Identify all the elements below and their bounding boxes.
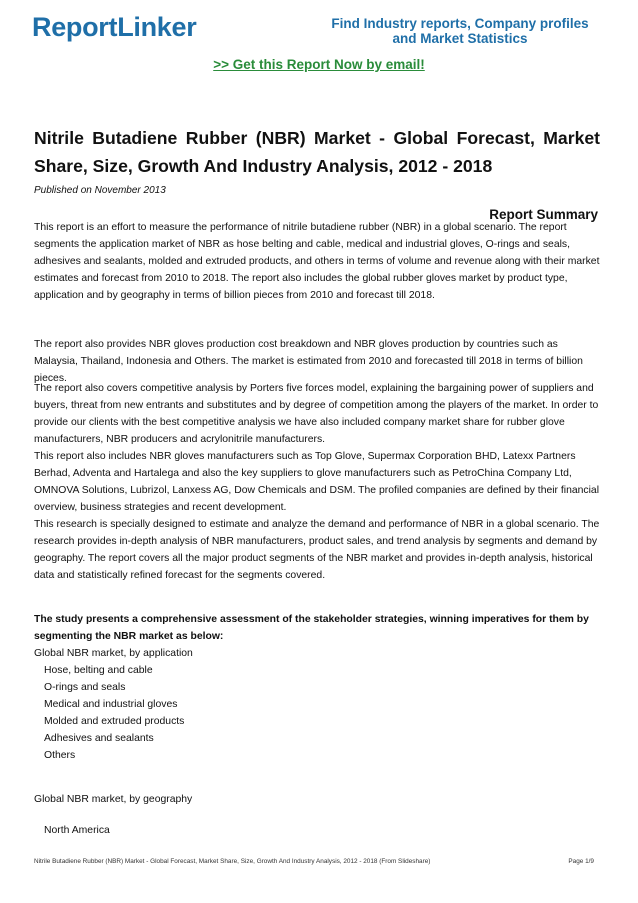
footer-text: Nitrile Butadiene Rubber (NBR) Market - Global Forecast, Market Share, Size, Growth And Industry Analysis, 2012 - 2018 (From Slideshare) [34, 858, 431, 865]
header-tagline [330, 16, 590, 46]
page-number: Page 1/9 [568, 858, 594, 865]
tagline-line-1: Find Industry reports, Company profiles [331, 16, 589, 31]
summary-paragraph-4: This report also includes NBR gloves manufacturers such as Top Glove, Supermax Corporation BHD, Latexx Partners Berhad, Adventa and Hartalega and also the key suppliers to glove manufacturers such as PetroChina Company Ltd, OMNOVA Solutions, Lubrizol, Lanxess AG, Dow Chemicals and DSM. The profiled companies are defined by their financial overview, business strategies and recent development. [34, 451, 600, 513]
application-heading: Global NBR market, by application [34, 648, 193, 659]
summary-paragraph-3: The report also covers competitive analysis by Porters five forces model, explaining the bargaining power of suppliers and buyers, threat from new entrants and substitutes and by degree of competition among the players of the market. In order to provide our clients with the best competitive analysis we have also included company market share for rubber glove manufacturers, NBR producers and acrylonitrile manufacturers. [34, 383, 599, 445]
list-item: Molded and extruded products [44, 716, 185, 727]
summary-paragraph-1: This report is an effort to measure the performance of nitrile butadiene rubber (NBR) in a global scenario. The report segments the application market of NBR as hose belting and cable, medical and industrial gloves, O-rings and seals, adhesives and sealants, molded and extruded products, and others in terms of volume and revenue along with their market estimates and forecast from 2010 to 2018. The report also includes the global rubber gloves market by product type, application and by geography in terms of billion pieces from 2010 and forecast till 2018. [34, 222, 600, 301]
list-item: Hose, belting and cable [44, 665, 153, 676]
report-summary-heading: Report Summary [489, 207, 598, 222]
report-title: Nitrile Butadiene Rubber (NBR) Market - Global Forecast, Market Share, Size, Growth And Industry Analysis, 2012 - 2018 [34, 128, 600, 176]
summary-paragraph-5: This research is specially designed to estimate and analyze the demand and performance of NBR in a global scenario. The research provides in-depth analysis of NBR manufacturers, product sales, and trend analysis by segments and demand by geography. The report covers all the major product segments of the NBR market and provides in-depth analysis, historical data and statistically refined forecast for the segments covered. [34, 519, 600, 581]
reportlinker-logo[interactable]: ReportLinker [32, 12, 197, 42]
geography-list [34, 822, 612, 839]
application-list [34, 662, 612, 764]
study-statement: The study presents a comprehensive assessment of the stakeholder strategies, winning imperatives for them by segmenting the NBR market as below: [34, 614, 589, 642]
published-date: Published on November 2013 [34, 185, 166, 196]
list-item: North America [44, 825, 110, 836]
list-item: Adhesives and sealants [44, 733, 154, 744]
summary-paragraph-2: The report also provides NBR gloves production cost breakdown and NBR gloves production by countries such as Malaysia, Thailand, Indonesia and Others. The market is estimated from 2010 and forecasted till 2018 in terms of billion pieces. [34, 339, 583, 384]
list-item: O-rings and seals [44, 682, 126, 693]
list-item: Medical and industrial gloves [44, 699, 178, 710]
list-item: Others [44, 750, 76, 761]
get-report-link[interactable]: >> Get this Report Now by email! [213, 57, 425, 72]
tagline-line-2: and Market Statistics [392, 31, 528, 46]
geography-heading: Global NBR market, by geography [34, 794, 193, 805]
